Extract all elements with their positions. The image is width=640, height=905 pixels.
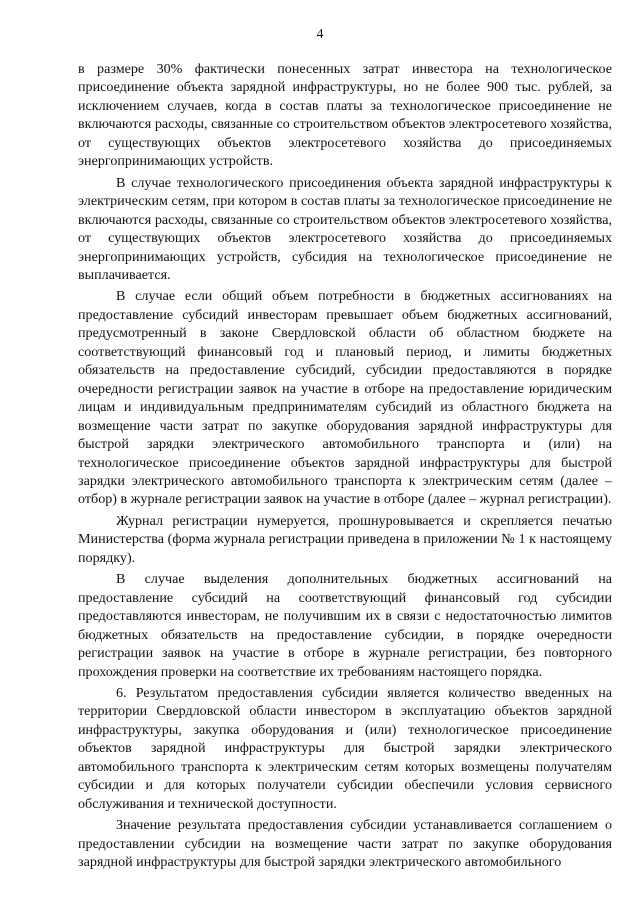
paragraph-continuation: в размере 30% фактически понесенных затрат инвестора на технологическое присоединение объекта зарядной инфраструктуры, но не более 900 тыс. рублей, за исключением случаев, когда в состав платы за технологическое присоединение не включаются расходы, связанные со строительством объектов электросетевого хозяйства, от существующих объектов электросетевого хозяйства до присоединяемых энергопринимающих устройств. (78, 61, 612, 170)
paragraph-subsidy-result: 6. Результатом предоставления субсидии является количество введенных на территории Свердловской области инвестором в эксплуатацию объектов зарядной инфраструктуры, закупка оборудования и (или) технологическое присоединение объектов зарядной инфраструктуры для быстрой зарядки электрического автомобильного транспорта к электрическим сетям которых возмещены получателям субсидии и для которых получатели субсидии обеспечили условия сервисного обслуживания и технической доступности. (78, 684, 612, 812)
paragraph-registration-journal: Журнал регистрации нумеруется, прошнуровывается и скрепляется печатью Министерства (форма журнала регистрации приведена в приложении № 1 к настоящему порядку). (78, 512, 612, 566)
paragraph-budget-queue: В случае если общий объем потребности в бюджетных ассигнованиях на предоставление субсидий инвесторам превышает объем бюджетных ассигнований, предусмотренный в законе Свердловской области об областном бюджете на соответствующий финансовый год и плановый период, и лимиты бюджетных обязательств на предоставление субсидий, субсидии предоставляются в порядке очередности регистрации заявок на участие в отборе на предоставление юридическим лицам и индивидуальным предпринимателям субсидий из областного бюджета на возмещение части затрат по закупке оборудования зарядной инфраструктуры для быстрой зарядки электрического автомобильного транспорта и (или) на технологическое присоединение объектов зарядной инфраструктуры для быстрой зарядки электрического автомобильного транспорта к электрическим сетям (далее – отбор) в журнале регистрации заявок на участие в отборе (далее – журнал регистрации). (78, 288, 612, 508)
paragraph-result-value: Значение результата предоставления субсидии устанавливается соглашением о предоставлении субсидии на возмещение части затрат по закупке оборудования зарядной инфраструктуры для быстрой зарядки электрического автомобильного (78, 817, 612, 871)
document-body (78, 60, 612, 874)
paragraph-additional-allocations: В случае выделения дополнительных бюджетных ассигнований на предоставление субсидий на соответствующий финансовый год субсидии предоставляются инвесторам, не получившим их в связи с недостаточностью лимитов бюджетных обязательств на предоставление субсидии, в порядке очередности регистрации заявок на участие в отборе в журнале регистрации, без повторного прохождения проверки на соответствие их требованиям настоящего порядка. (78, 571, 612, 680)
page-number: 4 (316, 27, 324, 42)
paragraph-connection-no-payment: В случае технологического присоединения объекта зарядной инфраструктуры к электрическим сетям, при котором в состав платы за технологическое присоединение не включаются расходы, связанные со строительством объектов электросетевого хозяйства, от существующих объектов электросетевого хозяйства до присоединяемых энергопринимающих устройств, субсидия на технологическое присоединение не выплачивается. (78, 174, 612, 283)
